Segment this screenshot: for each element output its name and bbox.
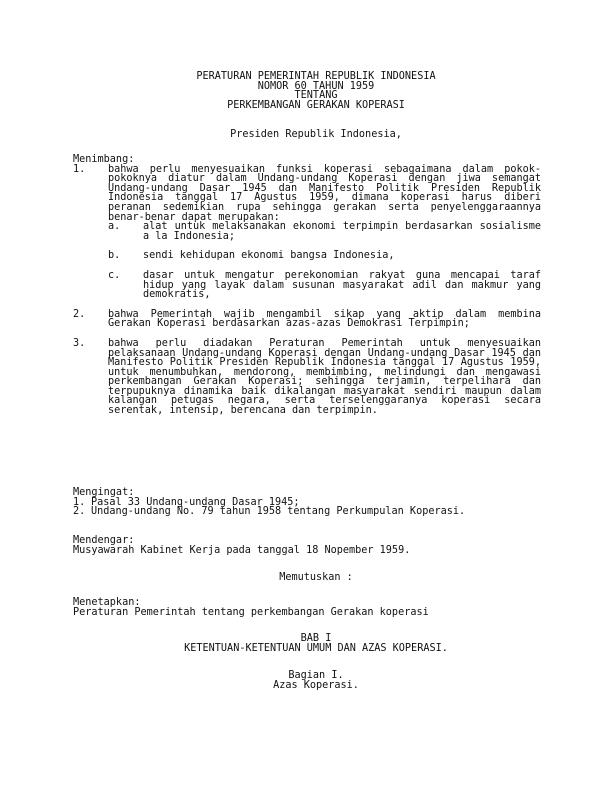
- menimbang-item-3: [73, 339, 541, 416]
- item-number: 2.: [73, 506, 86, 518]
- header-line-1: PERATURAN PEMERINTAH REPUBLIK INDONESIA: [196, 71, 436, 82]
- chapter-subtitle: KETENTUAN-KETENTUAN UMUM DAN AZAS KOPERASI.: [184, 642, 448, 654]
- chapter-heading: [73, 634, 541, 653]
- mendengar-text: Musyawarah Kabinet Kerja pada tanggal 18 Nopember 1959.: [73, 544, 411, 556]
- mengingat-label: Mengingat:: [73, 487, 135, 498]
- header-line-2: NOMOR 60 TAHUN 1959: [257, 80, 375, 92]
- menimbang-item-1: [73, 165, 541, 223]
- item-text: Undang-undang No. 79 tahun 1958 tentang Perkumpulan Koperasi.: [91, 506, 466, 518]
- menimbang-subitem-c: [73, 271, 541, 300]
- president-text: Presiden Republik Indonesia,: [230, 129, 402, 140]
- header-line-4: PERKEMBANGAN GERAKAN KOPERASI: [227, 99, 405, 111]
- header-line-3: TENTANG: [294, 90, 338, 102]
- memutuskan-text: Memutuskan :: [279, 572, 353, 583]
- subitem-letter: c.: [108, 269, 121, 281]
- menetapkan-label: Menetapkan:: [73, 597, 141, 608]
- menimbang-section: [73, 155, 541, 416]
- menimbang-subitem-a: [73, 222, 541, 241]
- part-subtitle: Azas Koperasi.: [273, 679, 359, 691]
- item-number: 3.: [73, 337, 86, 349]
- mendengar-label: Mendengar:: [73, 535, 135, 546]
- item-number: 1.: [73, 163, 86, 175]
- subitem-text: alat untuk melaksanakan ekonomi terpimpin berdasarkan sosialisme a la Indonesia;: [143, 221, 541, 242]
- mendengar-section: [73, 536, 541, 555]
- mengingat-section: [73, 488, 541, 517]
- item-text: Pasal 33 Undang-undang Dasar 1945;: [91, 496, 300, 508]
- menimbang-subitem-b: [73, 251, 541, 261]
- item-text: bahwa perlu diadakan Peraturan Pemerintah untuk menyesuaikan pelaksanaan Undang-undang Koperasi dengan Undang-undang Dasar 1945 dan Manifesto Politik Presiden Republik Indonesia tanggal 17 Agustus 1959, untuk menumbuhkan, mendorong, membimbing, melindungi dan mengawasi perkembangan Gerakan Koperasi; sehingga terjamin, terpelihara dan terpupuknya dinamika baik dikalangan masyarakat sendiri maupun dalam kalangan petugas negara, serta terselenggaranya koperasi secara serentak, intensip, berencana dan terpimpin.: [108, 337, 541, 417]
- item-text: bahwa Pemerintah wajib mengambil sikap yang aktip dalam membina Gerakan Koperasi berdasarkan azas-azas Demokrasi Terpimpin;: [108, 308, 541, 330]
- item-number: 1.: [73, 496, 86, 508]
- subitem-text: sendi kehidupan ekonomi bangsa Indonesia,: [143, 250, 395, 262]
- memutuskan-line: [73, 573, 541, 583]
- subitem-letter: b.: [108, 250, 121, 262]
- subitem-letter: a.: [108, 221, 121, 233]
- president-line: [73, 130, 541, 140]
- chapter-title: BAB I: [300, 633, 332, 644]
- menetapkan-section: [73, 598, 541, 617]
- menimbang-label: Menimbang:: [73, 154, 135, 165]
- menetapkan-text: Peraturan Pemerintah tentang perkembangan Gerakan koperasi: [73, 606, 429, 618]
- item-text: bahwa perlu menyesuaikan funksi koperasi sebagaimana dalam pokok-pokoknya diatur dalam Undang-undang Koperasi dengan jiwa semangat Undang-undang Dasar 1945 dan Manifesto Politik Presiden Republik Indonesia tanggal 17 Agustus 1959, dimana koperasi harus diberi peranan sedemikian rupa sehingga gerakan serta penyelenggaraannya benar-benar dapat merupakan:: [108, 163, 541, 223]
- menimbang-item-2: [73, 310, 541, 329]
- mengingat-item-2: [73, 507, 541, 517]
- subitem-text: dasar untuk mengatur perekonomian rakyat guna mencapai taraf hidup yang layak dalam susunan masyarakat adil dan makmur yang demokratis,: [143, 269, 541, 301]
- part-title: Bagian I.: [288, 670, 344, 681]
- item-number: 2.: [73, 308, 86, 320]
- part-heading: [73, 671, 541, 690]
- regulation-header: [73, 72, 541, 110]
